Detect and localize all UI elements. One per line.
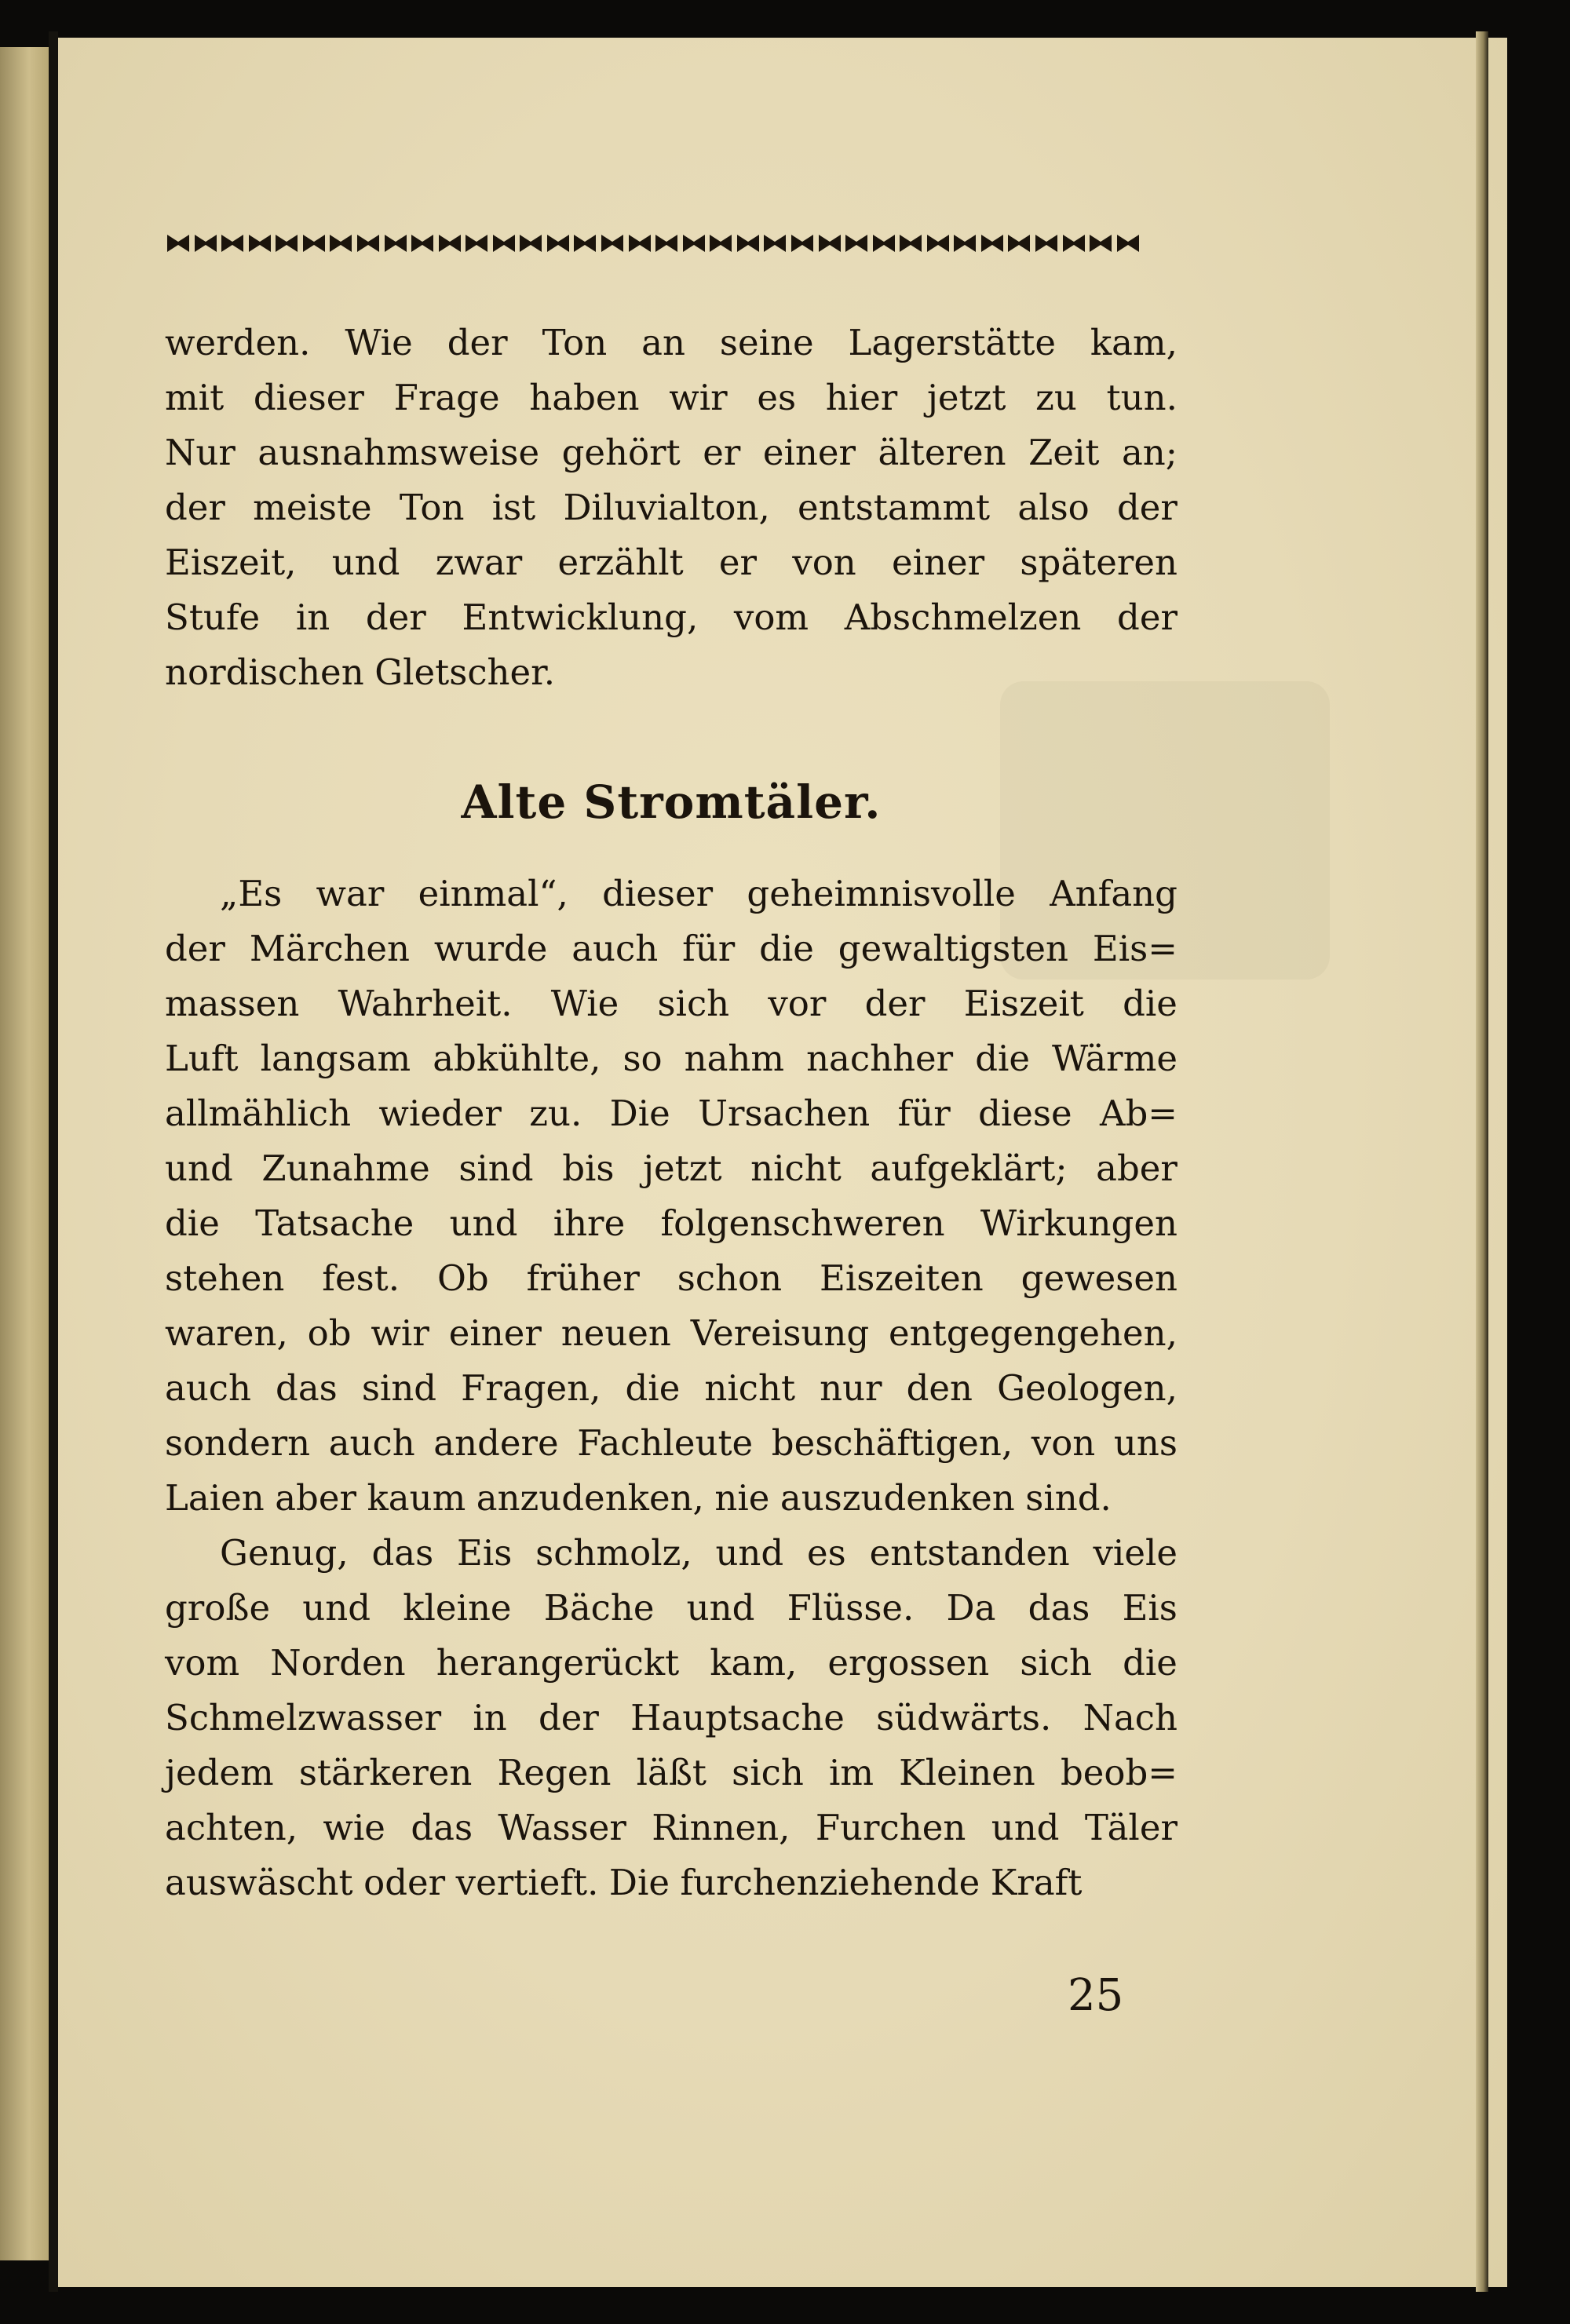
text-line: stehen fest. Ob früher schon Eiszeiten gewesen [165,1257,1178,1299]
ornament-bowtie-icon [384,233,407,254]
text-line: auswäscht oder vertieft. Die furchenziehende Kraft [165,1862,1083,1903]
text-line: waren, ob wir einer neuen Vereisung entgegengehen, [165,1312,1178,1354]
text-line: große und kleine Bäche und Flüsse. Da das Eis [165,1587,1178,1629]
ornament-bowtie-icon [926,233,950,254]
ornament-bowtie-icon [682,233,706,254]
ornament-bowtie-icon [221,233,244,254]
text-line: Genug, das Eis schmolz, und es entstanden viele [220,1532,1178,1574]
ornament-bowtie-icon [248,233,272,254]
paragraph-body-2 [165,1526,1178,1910]
text-line: massen Wahrheit. Wie sich vor der Eiszeit die [165,983,1178,1024]
ornament-bowtie-icon [628,233,652,254]
text-line: Luft langsam abkühlte, so nahm nachher die Wärme [165,1038,1178,1079]
ornament-bowtie-icon [980,233,1004,254]
ornament-bowtie-icon [872,233,896,254]
ornament-bowtie-icon [818,233,842,254]
ornament-bowtie-icon [438,233,462,254]
text-line: und Zunahme sind bis jetzt nicht aufgeklärt; aber [165,1147,1178,1189]
text-line: sondern auch andere Fachleute beschäftigen, von uns [165,1422,1178,1464]
ornament-bowtie-icon [953,233,977,254]
ornament-bowtie-icon [166,233,190,254]
ornament-bowtie-icon [709,233,732,254]
ornament-bowtie-icon [1035,233,1058,254]
ornament-bowtie-icon [492,233,516,254]
ornament-bowtie-icon [1007,233,1031,254]
text-line: Schmelzwasser in der Hauptsache südwärts. Nach [165,1697,1178,1738]
ornament-bowtie-icon [736,233,760,254]
ornament-bowtie-icon [1089,233,1112,254]
text-line: Eiszeit, und zwar erzählt er von einer späteren [165,542,1178,583]
text-line: der Märchen wurde auch für die gewaltigsten Eis= [165,928,1178,969]
ornament-rule [166,231,1140,256]
ornament-bowtie-icon [1116,233,1140,254]
ornament-bowtie-icon [356,233,380,254]
text-line: der meiste Ton ist Diluvialton, entstammt also der [165,487,1178,528]
ornament-bowtie-icon [546,233,570,254]
page-number: 25 [1068,1970,1124,2021]
ornament-bowtie-icon [790,233,814,254]
page-edge [1476,31,1488,2292]
text-line: vom Norden herangerückt kam, ergossen sich die [165,1642,1178,1684]
paragraph-intro [165,316,1178,700]
text-line: auch das sind Fragen, die nicht nur den Geologen, [165,1367,1178,1409]
ornament-bowtie-icon [194,233,217,254]
text-line: nordischen Gletscher. [165,651,556,693]
ornament-bowtie-icon [845,233,868,254]
text-line: achten, wie das Wasser Rinnen, Furchen und Täler [165,1807,1178,1848]
ornament-bowtie-icon [465,233,488,254]
page-text [165,316,1178,1910]
text-line: „Es war einmal“, dieser geheimnisvolle Anfang [220,873,1178,914]
ornament-bowtie-icon [899,233,922,254]
text-line: werden. Wie der Ton an seine Lagerstätte kam, [165,322,1178,363]
text-line: allmählich wieder zu. Die Ursachen für diese Ab= [165,1093,1178,1134]
section-heading: Alte Stromtäler. [461,775,882,829]
ornament-bowtie-icon [1062,233,1086,254]
book-gutter [49,31,58,2292]
text-line: mit dieser Frage haben wir es hier jetzt zu tun. [165,377,1178,418]
ornament-bowtie-icon [275,233,298,254]
ornament-bowtie-icon [329,233,352,254]
text-line: jedem stärkeren Regen läßt sich im Kleinen beob= [165,1752,1178,1793]
text-line: Stufe in der Entwicklung, vom Abschmelzen der [165,597,1178,638]
text-line: die Tatsache und ihre folgenschweren Wirkungen [165,1202,1178,1244]
ornament-bowtie-icon [519,233,542,254]
ornament-bowtie-icon [411,233,434,254]
text-line: Laien aber kaum anzudenken, nie auszudenken sind. [165,1477,1112,1519]
ornament-bowtie-icon [302,233,326,254]
paragraph-body-1 [165,866,1178,1526]
ornament-bowtie-icon [601,233,624,254]
ornament-bowtie-icon [573,233,597,254]
previous-page-edge [0,47,49,2260]
ornament-bowtie-icon [763,233,787,254]
text-line: Nur ausnahmsweise gehört er einer älteren Zeit an; [165,432,1178,473]
ornament-bowtie-icon [655,233,678,254]
